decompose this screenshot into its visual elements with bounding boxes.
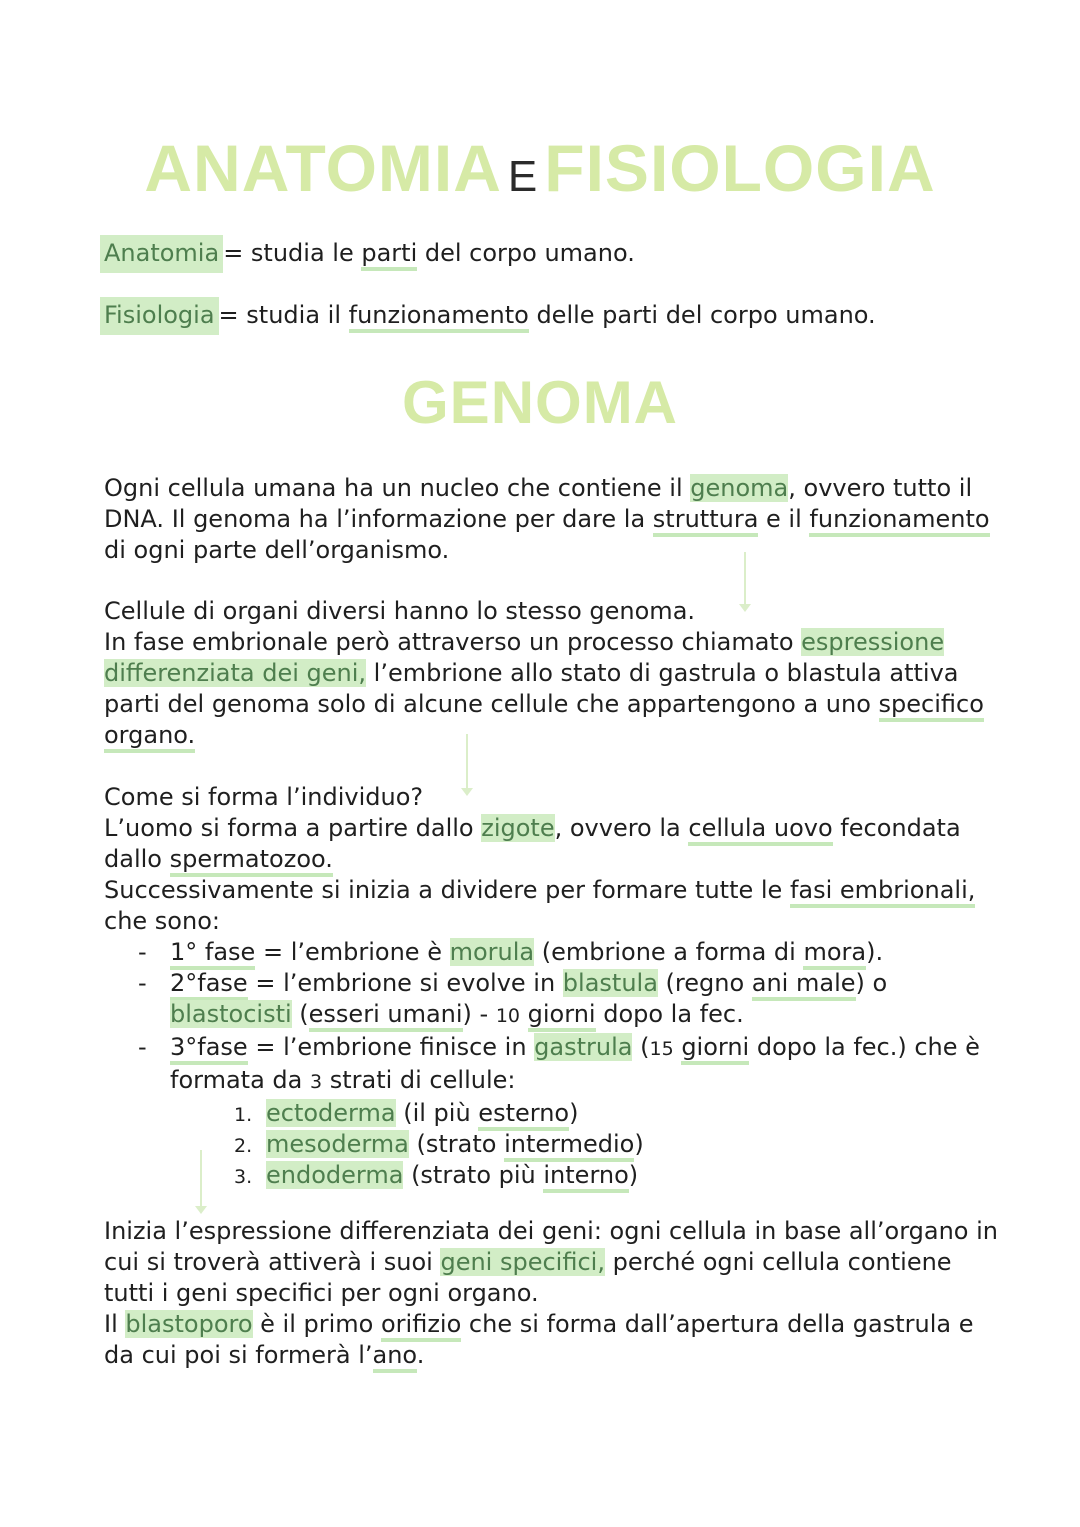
term-anatomia: Anatomia xyxy=(100,235,223,273)
highlight-blastoporo: blastoporo xyxy=(125,1310,253,1338)
list-item xyxy=(138,1032,1004,1098)
underlined-word: cellula uovo xyxy=(688,814,832,846)
highlight-blastula: blastula xyxy=(562,969,658,997)
arrow-down-icon xyxy=(200,1150,202,1206)
text: dopo la fec.) che è formata da xyxy=(170,1033,980,1094)
section-title-genoma: GENOMA xyxy=(402,369,678,436)
question: Come si forma l’individuo? xyxy=(104,783,424,811)
underlined-word: specifico xyxy=(879,690,984,722)
title-anatomia: ANATOMIA xyxy=(144,131,502,205)
highlight-gastrula: gastrula xyxy=(534,1033,633,1061)
text: ) xyxy=(628,1161,639,1189)
list-item xyxy=(138,937,1004,968)
text: L’uomo si forma a partire dallo xyxy=(104,814,482,842)
days-number: 15 xyxy=(649,1038,674,1060)
text: ) xyxy=(634,1130,644,1158)
underlined-word: mora xyxy=(803,938,866,970)
title-conjunction: E xyxy=(507,152,539,201)
highlight-morula: morula xyxy=(449,938,535,966)
underlined-word: fasi embrionali, xyxy=(790,876,975,908)
term-fisiologia: Fisiologia xyxy=(100,297,219,335)
underlined-word: parti xyxy=(361,239,417,271)
page-title xyxy=(0,128,1080,217)
underlined-word: giorni xyxy=(528,1000,596,1032)
text: ) o xyxy=(855,969,888,997)
text: ) xyxy=(569,1099,579,1127)
fase-label: 1° fase xyxy=(170,938,255,970)
list-number: 1. xyxy=(234,1104,253,1126)
highlight-zigote: zigote xyxy=(481,814,555,842)
list-number: 3. xyxy=(234,1166,253,1188)
strati-number: 3 xyxy=(309,1071,323,1093)
fase-label: 3°fase xyxy=(170,1033,248,1065)
underlined-word: interno xyxy=(543,1161,628,1193)
highlight-geni-specifici: geni specifici, xyxy=(440,1248,605,1276)
highlight-genoma: genoma xyxy=(690,474,789,502)
text: , ovvero tutto il DNA. Il genoma ha l’informazione per dare la xyxy=(104,474,973,533)
text: (strato xyxy=(408,1130,505,1158)
text: di ogni parte dell’organismo. xyxy=(104,536,450,564)
underlined-word: organo. xyxy=(104,721,195,753)
text: . xyxy=(416,1341,425,1369)
list-item xyxy=(138,968,1004,1032)
definition-text: = studia le xyxy=(223,239,362,267)
paragraph-espressione-geni xyxy=(104,1216,1004,1371)
text: = l’embrione è xyxy=(255,938,450,966)
text: è il primo xyxy=(252,1310,381,1338)
text: fecondata dallo xyxy=(104,814,961,873)
paragraph-individuo xyxy=(104,782,1004,1191)
underlined-word: ano xyxy=(373,1341,417,1373)
highlight-ectoderma: ectoderma xyxy=(266,1099,396,1127)
underlined-word: funzionamento xyxy=(809,505,989,537)
text: ( xyxy=(632,1033,650,1061)
paragraph-genoma xyxy=(104,473,1004,566)
definition-text: delle parti del corpo umano. xyxy=(528,301,876,329)
text: che sono: xyxy=(104,907,220,935)
underlined-word: intermedio xyxy=(504,1130,634,1162)
text: ) - xyxy=(462,1000,496,1028)
text: che si forma dall’apertura della gastrula e da cui poi si formerà l’ xyxy=(104,1310,974,1369)
fasi-list xyxy=(104,937,1004,1098)
underlined-word: orifizio xyxy=(381,1310,461,1342)
text: Successivamente si inizia a dividere per formare tutte le xyxy=(104,876,790,904)
text: (il più xyxy=(395,1099,479,1127)
text: dopo la fec. xyxy=(595,1000,744,1028)
highlight-blastocisti: blastocisti xyxy=(170,1000,292,1028)
text: (strato più xyxy=(403,1161,544,1189)
paragraph-espressione xyxy=(104,596,1004,751)
underlined-word: funzionamento xyxy=(349,301,529,333)
text: e il xyxy=(758,505,810,533)
list-number: 2. xyxy=(234,1135,253,1157)
highlight-endoderma: endoderma xyxy=(266,1161,404,1189)
text: = l’embrione finisce in xyxy=(247,1033,535,1061)
text: l’embrione allo stato di gastrula o blastula attiva parti del genoma solo di alcune cellule che appartengono a uno xyxy=(104,659,959,718)
underlined-word: esterno xyxy=(478,1099,569,1131)
text: strati di cellule: xyxy=(322,1066,516,1094)
underlined-word: giorni xyxy=(681,1033,749,1065)
list-item xyxy=(234,1129,1004,1160)
text: (embrione a forma di xyxy=(534,938,804,966)
underlined-word: esseri umani xyxy=(309,1000,463,1032)
text: , ovvero la xyxy=(554,814,689,842)
definition-text: del corpo umano. xyxy=(417,239,635,267)
underlined-word: spermatozoo. xyxy=(170,845,333,877)
text: Il xyxy=(104,1310,126,1338)
text: = l’embrione si evolve in xyxy=(247,969,563,997)
highlight-espressione: espressione differenziata dei geni, xyxy=(104,628,945,687)
fase-label: 2°fase xyxy=(170,969,248,1001)
underlined-word: struttura xyxy=(653,505,759,537)
strati-list xyxy=(104,1098,1004,1191)
definition-text: = studia il xyxy=(218,301,349,329)
text: Ogni cellula umana ha un nucleo che contiene il xyxy=(104,474,691,502)
definition-fisiologia xyxy=(100,298,876,332)
highlight-mesoderma: mesoderma xyxy=(266,1130,409,1158)
underlined-word: ani male xyxy=(752,969,856,1001)
definition-anatomia xyxy=(100,236,635,270)
days-number: 10 xyxy=(495,1005,521,1027)
text-line: Cellule di organi diversi hanno lo stesso genoma. xyxy=(104,597,696,625)
text: (regno xyxy=(657,969,752,997)
text: Inizia l’espressione differenziata dei geni: ogni cellula in base all’organo in cui si troverà attiverà i suoi xyxy=(104,1217,998,1276)
arrow-down-icon xyxy=(466,734,468,788)
text: In fase embrionale però attraverso un processo chiamato xyxy=(104,628,802,656)
list-item xyxy=(234,1098,1004,1129)
text: perché ogni cellula contiene tutti i geni specifici per ogni organo. xyxy=(104,1248,952,1307)
text: ). xyxy=(866,938,884,966)
text: ( xyxy=(291,1000,309,1028)
list-item xyxy=(234,1160,1004,1191)
title-fisiologia: FISIOLOGIA xyxy=(544,131,936,205)
